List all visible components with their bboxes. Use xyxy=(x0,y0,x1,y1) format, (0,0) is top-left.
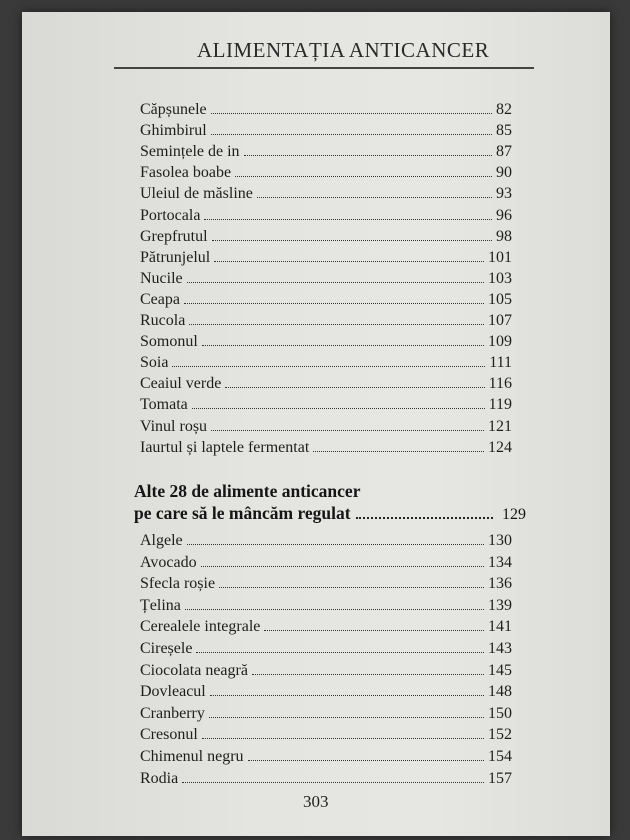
toc-entry-label: Ceaiul verde xyxy=(140,375,222,393)
toc-entry-page-number: 157 xyxy=(488,769,512,787)
dot-leader xyxy=(187,530,484,545)
toc-entry xyxy=(140,331,512,351)
toc-entry xyxy=(140,681,512,701)
toc-entry-page-number: 105 xyxy=(488,290,512,308)
toc-entry-label: Căpșunele xyxy=(140,101,207,118)
toc-entry-label: Țelina xyxy=(140,596,181,614)
toc-entry-label: Cranberry xyxy=(140,704,205,722)
toc-entry-page-number: 145 xyxy=(488,661,512,679)
toc-entry-label: Algele xyxy=(140,532,183,549)
dot-leader xyxy=(185,595,484,610)
toc-entry xyxy=(140,310,512,330)
toc-entry xyxy=(140,768,512,788)
toc-entry-label: Avocado xyxy=(140,553,197,571)
toc-entry-label: Portocala xyxy=(140,206,201,224)
toc-entry-page-number: 134 xyxy=(488,553,512,571)
toc-entry xyxy=(140,660,512,680)
toc-entry xyxy=(140,394,512,414)
toc-entry-label: Ciocolata neagră xyxy=(140,661,248,679)
dot-leader xyxy=(211,416,484,431)
toc-entry-page-number: 87 xyxy=(496,143,512,161)
dot-leader xyxy=(182,768,484,783)
toc-entry xyxy=(140,595,512,615)
toc-entry-page-number: 98 xyxy=(496,227,512,245)
toc-entry-label: Tomata xyxy=(140,396,188,414)
dot-leader xyxy=(209,703,484,718)
toc-entry-page-number: 124 xyxy=(488,438,512,456)
dot-leader xyxy=(214,247,484,262)
toc-entry xyxy=(140,226,512,246)
toc-entry xyxy=(140,247,512,267)
toc-entry-page-number: 143 xyxy=(488,640,512,657)
toc-entry-label: Ghimbirul xyxy=(140,122,207,140)
toc-entry-page-number: 139 xyxy=(488,596,512,614)
toc-entry xyxy=(140,289,512,309)
toc-entry-page-number: 111 xyxy=(489,354,512,372)
dot-leader xyxy=(356,502,493,519)
toc-entry-label: Sfecla roșie xyxy=(140,575,216,593)
toc-entry xyxy=(140,746,512,766)
toc-entry xyxy=(140,416,512,436)
toc-entry-page-number: 150 xyxy=(488,704,512,722)
page-number: 303 xyxy=(303,792,329,811)
toc-entry xyxy=(140,703,512,723)
dot-leader xyxy=(264,616,484,631)
toc-entry-label: Cresonul xyxy=(140,726,198,744)
toc-entry xyxy=(140,373,512,393)
toc-entry-page-number: 119 xyxy=(488,396,512,414)
toc-entry-page-number: 93 xyxy=(496,185,512,203)
section-page-number: 129 xyxy=(502,506,526,523)
book-page xyxy=(22,12,610,836)
toc-entry xyxy=(140,99,512,119)
toc-entry xyxy=(140,183,512,203)
dot-leader xyxy=(189,310,484,325)
toc-entry-label: Ceapa xyxy=(140,290,180,308)
dot-leader xyxy=(172,352,485,367)
toc-entry-page-number: 82 xyxy=(496,101,512,118)
toc-entry-label: Rucola xyxy=(140,312,186,329)
toc-entry xyxy=(140,638,512,658)
header-rule xyxy=(114,67,534,69)
dot-leader xyxy=(244,141,492,156)
dot-leader xyxy=(202,724,484,739)
toc-entry-page-number: 154 xyxy=(488,748,512,765)
dot-leader xyxy=(210,681,484,696)
dot-leader xyxy=(192,394,485,409)
toc-entry-label: Iaurtul și laptele fermentat xyxy=(140,438,310,456)
toc-entry-label: Cerealele integrale xyxy=(140,618,261,636)
toc-entry-page-number: 121 xyxy=(488,417,512,435)
dot-leader xyxy=(225,373,484,388)
dot-leader xyxy=(196,638,484,653)
toc-entry-page-number: 148 xyxy=(488,683,512,701)
toc-entry-label: Semințele de in xyxy=(140,143,240,161)
toc-entry-label: Fasolea boabe xyxy=(140,164,232,182)
dot-leader xyxy=(248,746,484,761)
toc-entry-page-number: 109 xyxy=(488,333,512,351)
dot-leader xyxy=(187,268,484,283)
toc-entry xyxy=(140,530,512,550)
toc-entry xyxy=(140,616,512,636)
toc-entry xyxy=(140,552,512,572)
toc-entry-label: Chimenul negru xyxy=(140,748,244,765)
toc-entry-page-number: 152 xyxy=(488,726,512,744)
toc-entry-page-number: 116 xyxy=(488,375,512,393)
section-title: Alte 28 de alimente anticancer xyxy=(134,481,361,501)
toc-entry-label: Vinul roșu xyxy=(140,417,208,435)
dot-leader xyxy=(235,162,492,177)
toc-entry-page-number: 101 xyxy=(488,248,512,266)
toc-entry-label: Cireșele xyxy=(140,640,193,657)
toc-entry xyxy=(140,268,512,288)
toc-entry-label: Uleiul de măsline xyxy=(140,185,253,203)
running-header: ALIMENTAȚIA ANTICANCER xyxy=(197,38,490,62)
dot-leader xyxy=(202,331,484,346)
dot-leader xyxy=(212,226,492,241)
toc-entry xyxy=(140,120,512,140)
dot-leader xyxy=(257,183,492,198)
toc-entry-page-number: 90 xyxy=(496,164,512,182)
toc-entry xyxy=(140,205,512,225)
toc-entry xyxy=(140,352,512,372)
toc-entry xyxy=(140,162,512,182)
dot-leader xyxy=(184,289,484,304)
toc-entry-page-number: 103 xyxy=(488,269,512,287)
dot-leader xyxy=(219,573,484,588)
toc-entry-page-number: 107 xyxy=(488,312,512,329)
toc-entry-page-number: 136 xyxy=(488,575,512,593)
section-entry xyxy=(134,502,526,526)
section-title-line2: pe care să le mâncăm regulat xyxy=(134,503,351,523)
toc-entry-label: Somonul xyxy=(140,333,198,351)
toc-entry xyxy=(140,437,512,457)
dot-leader xyxy=(201,552,484,567)
dot-leader xyxy=(211,120,492,135)
toc-entry-page-number: 141 xyxy=(488,618,512,636)
toc-entry-label: Nucile xyxy=(140,269,183,287)
toc-entry-label: Rodia xyxy=(140,769,179,787)
toc-entry xyxy=(140,724,512,744)
dot-leader xyxy=(252,660,484,675)
toc-entry-label: Dovleacul xyxy=(140,683,206,701)
toc-entry-page-number: 85 xyxy=(496,122,512,140)
toc-entry-label: Grepfrutul xyxy=(140,227,208,245)
dot-leader xyxy=(313,437,484,452)
toc-entry-page-number: 130 xyxy=(488,532,512,549)
toc-entry xyxy=(140,141,512,161)
dot-leader xyxy=(211,99,492,114)
toc-entry-label: Pătrunjelul xyxy=(140,248,211,266)
dot-leader xyxy=(204,205,492,220)
toc-entry-page-number: 96 xyxy=(496,206,512,224)
toc-entry xyxy=(140,573,512,593)
toc-entry-label: Soia xyxy=(140,354,169,372)
